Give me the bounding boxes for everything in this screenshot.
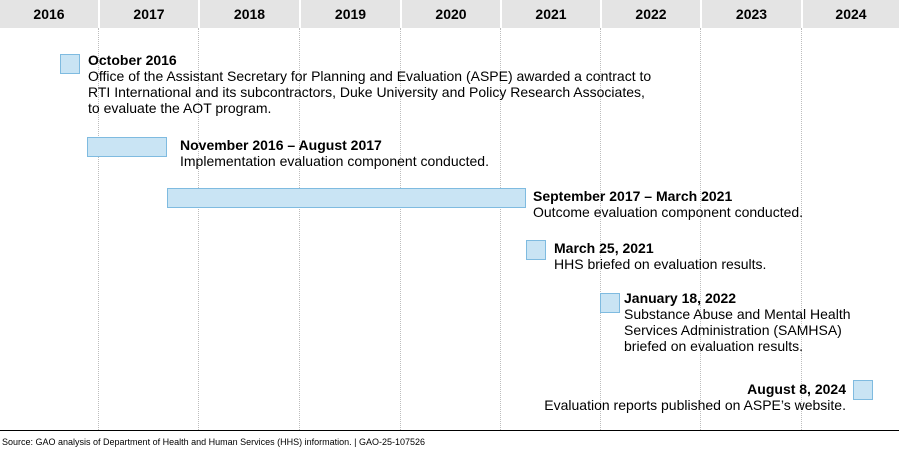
event-label-january-2022 — [624, 290, 851, 354]
year-2022: 2022 — [602, 0, 702, 28]
event-bar-outcome-evaluation — [167, 188, 526, 208]
year-2024: 2024 — [803, 0, 899, 28]
event-label-march-2021 — [554, 240, 766, 272]
year-2017: 2017 — [100, 0, 200, 28]
event-description: Outcome evaluation component conducted. — [533, 204, 804, 220]
event-description: Substance Abuse and Mental Health Services Administration (SAMHSA) briefed on evaluation results. — [624, 306, 851, 354]
event-description: HHS briefed on evaluation results. — [554, 256, 767, 272]
year-header — [0, 0, 899, 28]
gridline — [801, 28, 802, 430]
event-marker-october-2016 — [60, 54, 80, 74]
source-divider — [0, 430, 899, 431]
year-2021: 2021 — [502, 0, 602, 28]
gridline — [700, 28, 701, 430]
event-date: November 2016 – August 2017 — [180, 137, 382, 153]
event-date: August 8, 2024 — [747, 381, 846, 397]
event-description: Implementation evaluation component conducted. — [180, 153, 489, 169]
source-note: Source: GAO analysis of Department of Health and Human Services (HHS) information. | GAO-25-107526 — [2, 437, 426, 447]
year-2018: 2018 — [200, 0, 301, 28]
event-label-implementation-evaluation — [180, 137, 489, 169]
event-marker-january-2022 — [600, 293, 620, 313]
event-description: Evaluation reports published on ASPE’s website. — [544, 397, 846, 413]
year-2023: 2023 — [702, 0, 803, 28]
year-2019: 2019 — [301, 0, 402, 28]
event-marker-march-2021 — [526, 240, 546, 260]
event-bar-implementation-evaluation — [87, 137, 167, 157]
event-label-august-2024 — [544, 381, 846, 413]
event-label-october-2016 — [88, 52, 651, 116]
event-date: March 25, 2021 — [554, 240, 654, 256]
event-label-outcome-evaluation — [533, 188, 803, 220]
event-date: September 2017 – March 2021 — [533, 188, 733, 204]
event-marker-august-2024 — [853, 380, 873, 400]
year-2016: 2016 — [0, 0, 100, 28]
event-date: January 18, 2022 — [624, 290, 737, 306]
event-date: October 2016 — [88, 52, 177, 68]
year-2020: 2020 — [402, 0, 502, 28]
event-description: Office of the Assistant Secretary for Planning and Evaluation (ASPE) awarded a contract to RTI International and its subcontractors, Duke University and Policy Research Associates, to evaluate the AOT program. — [88, 68, 652, 116]
